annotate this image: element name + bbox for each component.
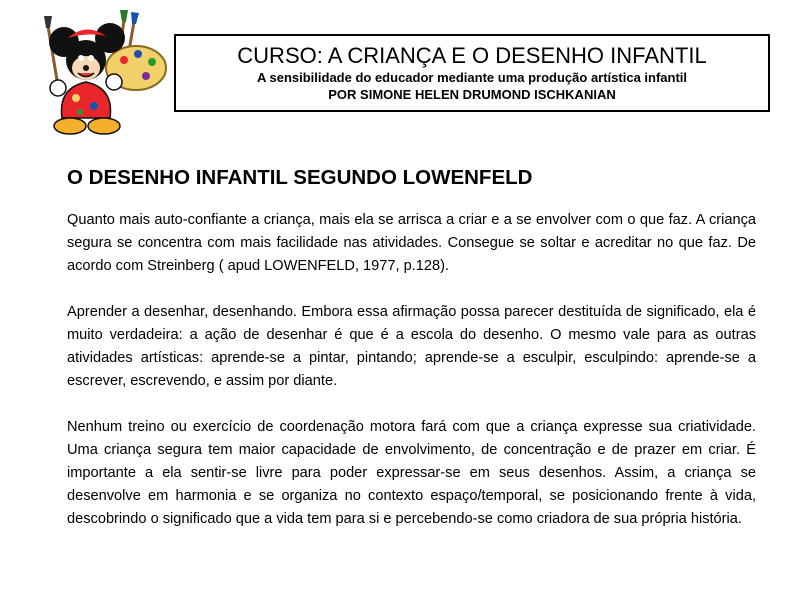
paragraph: Aprender a desenhar, desenhando. Embora essa afirmação possa parecer destituída de significado, ela é muito verdadeira: a ação de desenhar é que é a escola do desenho. O mesmo vale para as outras atividades artísticas: aprende-se a pintar, pintando; aprende-se a esculpir, esculpindo: aprende-se a escrever, escrevendo, e assim por diante. (67, 304, 756, 389)
course-header (174, 34, 770, 112)
body-text (67, 209, 756, 554)
course-subtitle: A sensibilidade do educador mediante uma produção artística infantil (256, 70, 688, 85)
painter-mouse-icon (28, 8, 176, 140)
section-title: O DESENHO INFANTIL SEGUNDO LOWENFELD (67, 166, 533, 189)
course-author: POR SIMONE HELEN DRUMOND ISCHKANIAN (328, 87, 616, 102)
course-title: CURSO: A CRIANÇA E O DESENHO INFANTIL (237, 43, 707, 68)
paragraph: Nenhum treino ou exercício de coordenação motora fará com que a criança expresse sua criatividade. Uma criança segura tem maior capacidade de envolvimento, de concentração e de prazer em criar. É importante a ela sentir-se livre para poder expressar-se em seus desenhos. Assim, a criança se desenvolve em harmonia e se organiza no contexto espaço/temporal, se posicionando frente à vida, descobrindo o significado que a vida tem para si e percebendo-se como criadora de sua própria história. (67, 419, 756, 527)
paragraph: Quanto mais auto-confiante a criança, mais ela se arrisca a criar e a se envolver com o que faz. A criança segura se concentra com mais facilidade nas atividades. Consegue se soltar e acreditar no que faz. De acordo com Streinberg ( apud LOWENFELD, 1977, p.128). (67, 212, 756, 274)
